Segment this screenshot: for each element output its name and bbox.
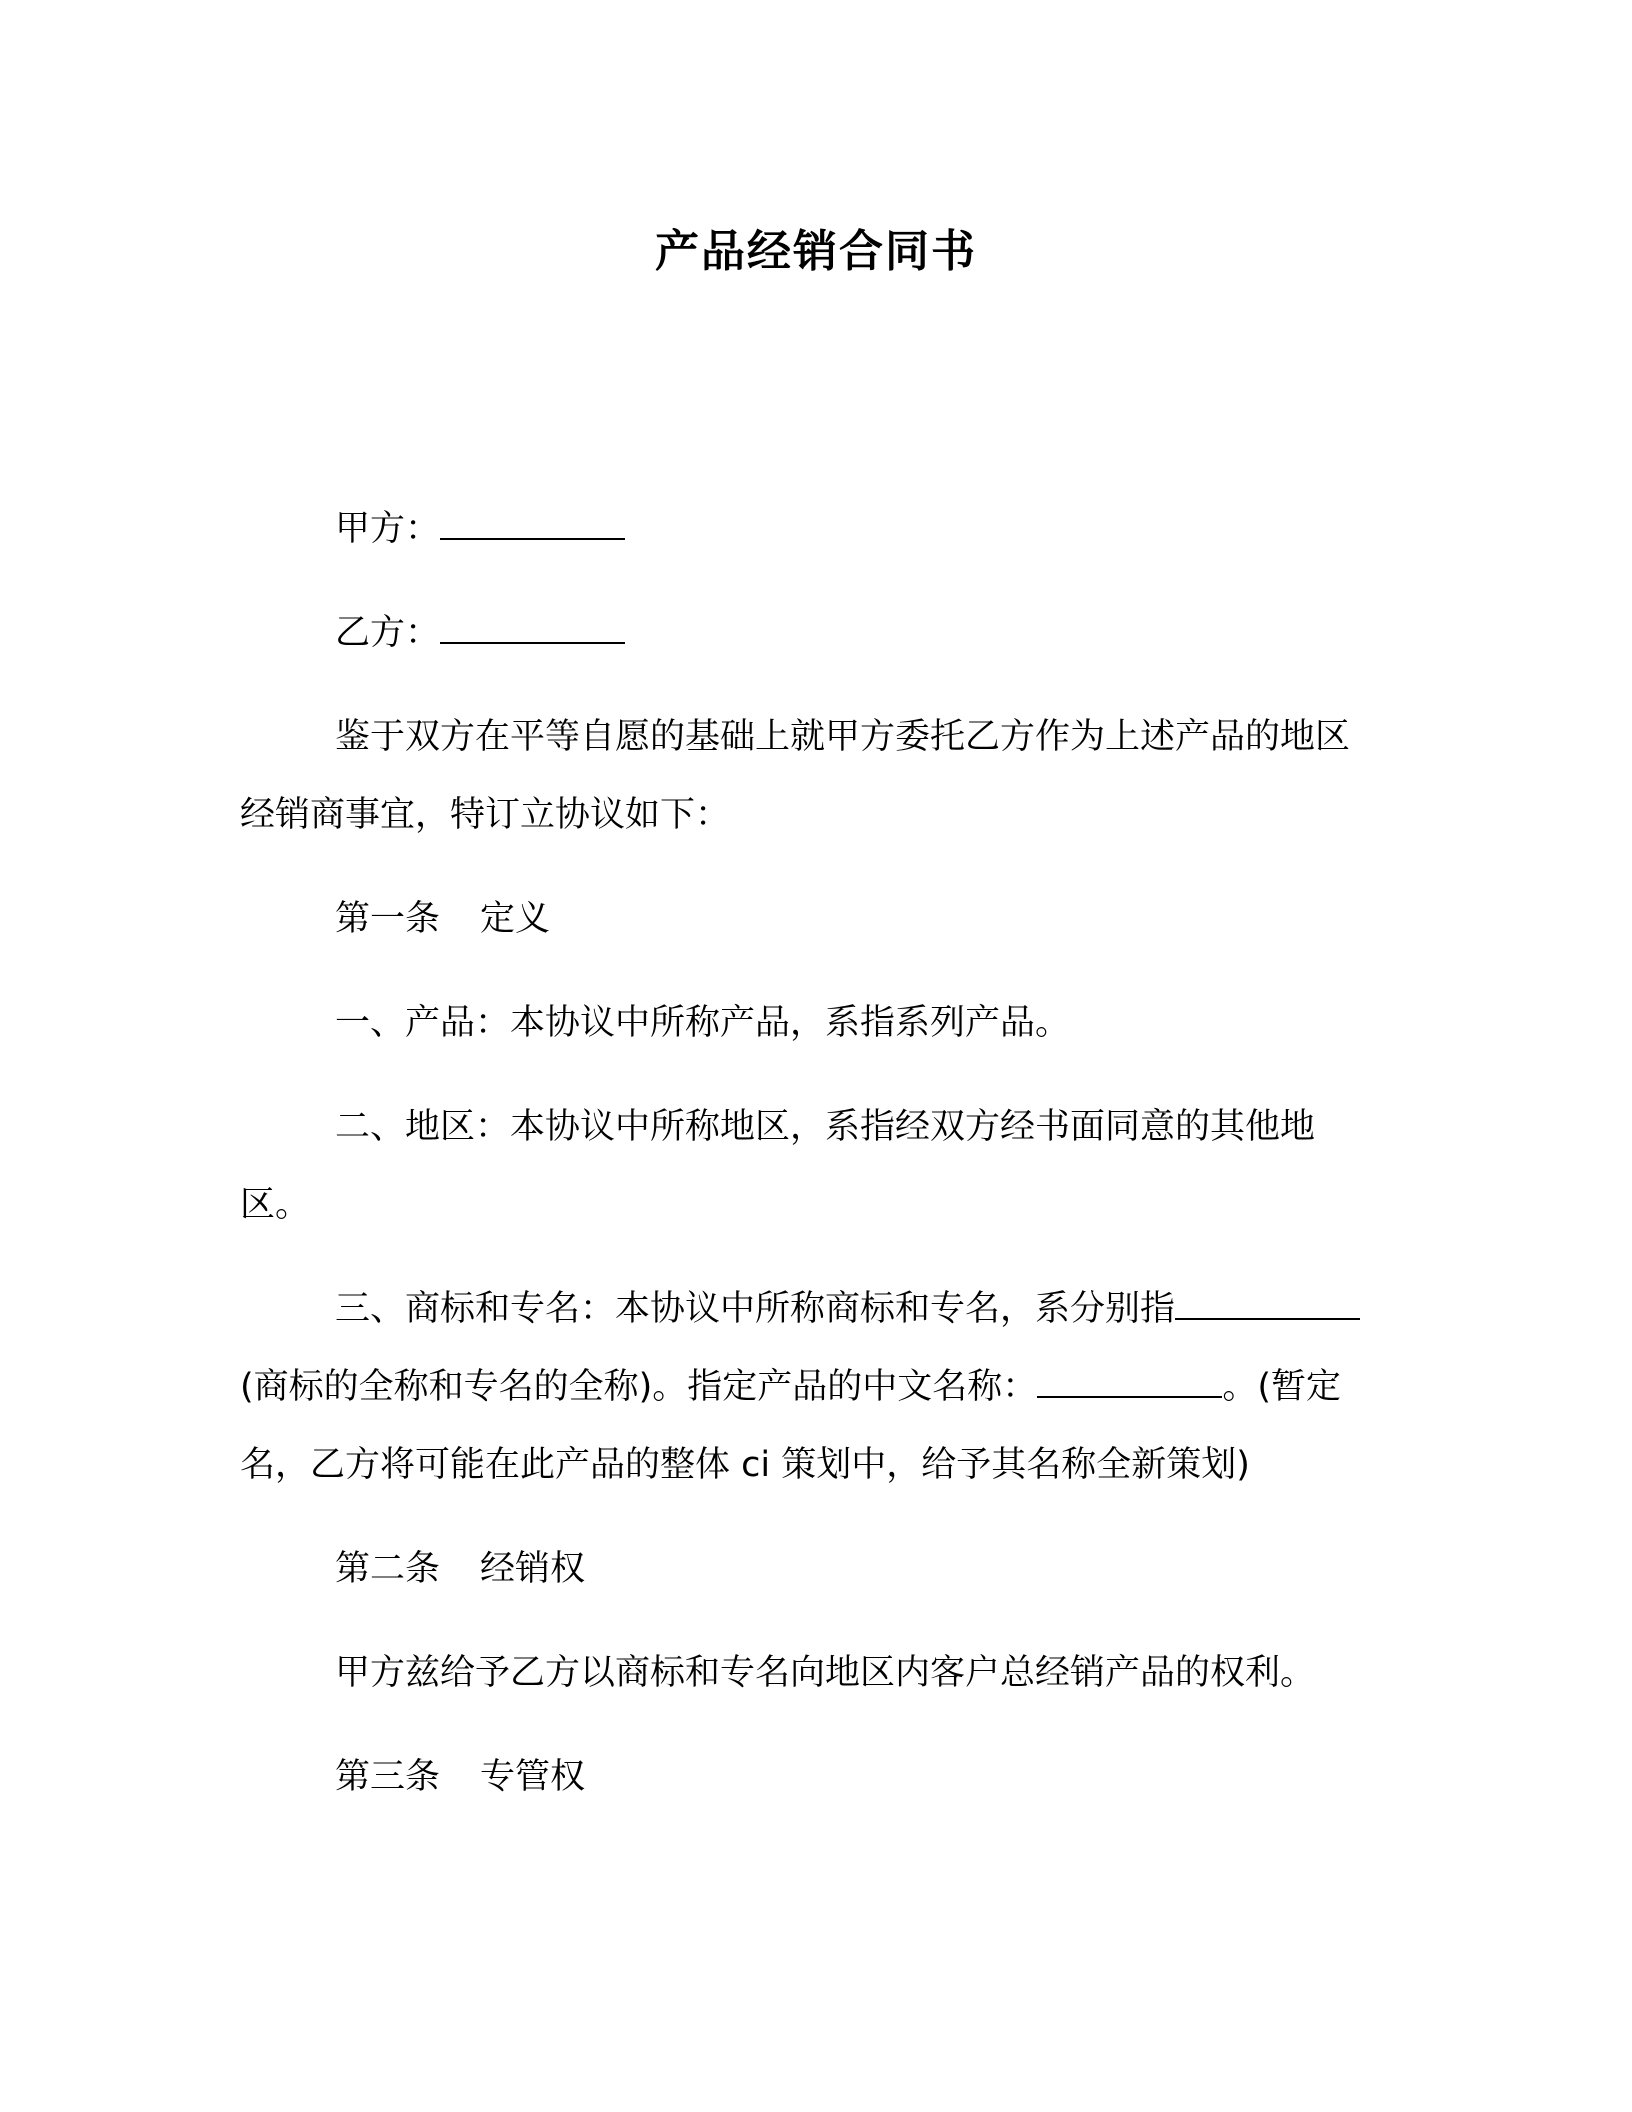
article-3-heading <box>240 1738 1380 1816</box>
article-2-number: 第二条 <box>335 1549 441 1589</box>
definition-trademark <box>240 1270 1380 1504</box>
definition-trademark-start: 三、商标和专名：本协议中所称商标和专名，系分别指 <box>335 1289 1176 1329</box>
document-title: 产品经销合同书 <box>655 226 977 277</box>
article-1-number: 第一条 <box>335 899 441 939</box>
article-2-heading <box>240 1530 1380 1608</box>
article-1-heading <box>240 880 1380 958</box>
party-a-blank <box>440 508 625 540</box>
product-name-blank <box>1037 1366 1222 1398</box>
definition-region: 二、地区：本协议中所称地区，系指经双方经书面同意的其他地区。 <box>240 1107 1316 1225</box>
definition-trademark-end: 。(暂定名，乙方将可能在此产品的整体 ci 策划中，给予其名称全新策划) <box>240 1367 1341 1485</box>
article-2-text: 甲方兹给予乙方以商标和专名向地区内客户总经销产品的权利。 <box>335 1653 1316 1693</box>
trademark-blank <box>1175 1288 1360 1320</box>
document-body <box>240 490 1380 1842</box>
definition-product: 一、产品：本协议中所称产品，系指系列产品。 <box>335 1003 1071 1043</box>
article-2-title: 经销权 <box>480 1549 586 1589</box>
article-3-title: 专管权 <box>480 1757 586 1797</box>
definition-trademark-mid: (商标的全称和专名的全称)。指定产品的中文名称： <box>240 1367 1038 1407</box>
party-b-blank <box>440 612 625 644</box>
article-3-number: 第三条 <box>335 1757 441 1797</box>
party-a-line <box>240 490 1380 568</box>
party-a-label: 甲方： <box>335 509 441 549</box>
party-b-label: 乙方： <box>335 613 441 653</box>
party-b-line <box>240 594 1380 672</box>
intro-paragraph: 鉴于双方在平等自愿的基础上就甲方委托乙方作为上述产品的地区经销商事宜，特订立协议如下： <box>240 717 1351 835</box>
article-1-title: 定义 <box>480 899 551 939</box>
